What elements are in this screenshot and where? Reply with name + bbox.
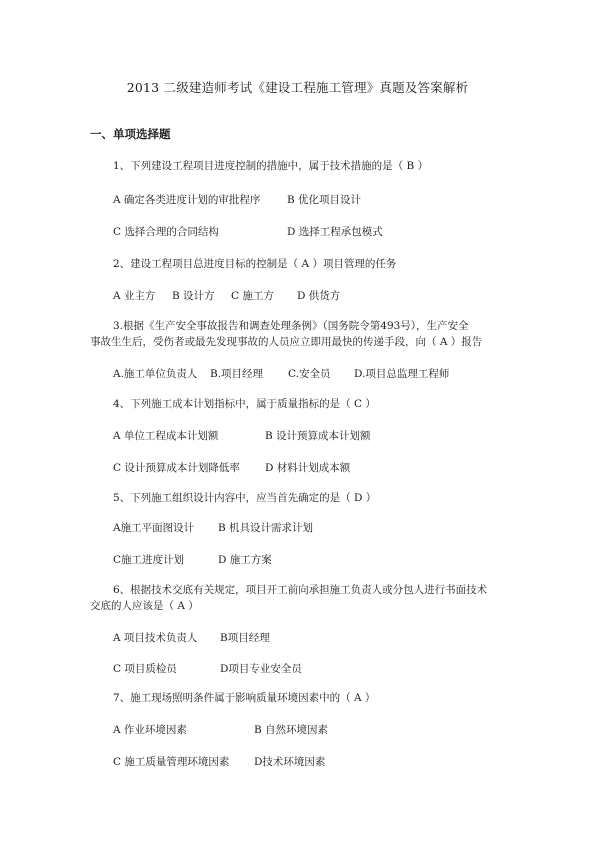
option-a: A施工平面图设计 [113,522,195,534]
option-a: A 确定各类进度计划的审批程序 [113,194,261,206]
option-d: D 材料计划成本额 [265,462,351,474]
option-c: C 施工质量管理环境因素 [113,756,230,768]
option-d: D项目专业安全员 [220,663,302,675]
option-b: B 设计方 [172,290,215,302]
option-a: A 项目技术负责人 [113,632,198,644]
question-stem-line2: 事故生生后，受伤者或最先发现事故的人员应立即用最快的传递手段，向（ A ）报告 [90,336,483,348]
option-b: B 机具设计需求计划 [218,522,314,534]
option-c: C施工进度计划 [113,554,185,566]
question-stem-line1: 3.根据《生产安全事故报告和调查处理条例》（国务院令第493号），生产安全 [113,320,469,332]
option-a: A 业主方 [113,290,156,302]
option-b: B.项目经理 [210,368,264,380]
option-c: C 设计预算成本计划降低率 [113,462,240,474]
option-c: C 选择合理的合同结构 [113,226,219,238]
option-d: D.项目总监理工程师 [354,368,450,380]
section-heading: 一、单项选择题 [90,127,171,141]
question-stem-line2: 交底的人应该是（ A ） [90,600,199,612]
option-b: B 优化项目设计 [287,194,362,206]
option-d: D 选择工程承包模式 [287,226,383,238]
option-c: C 项目质检员 [113,663,177,675]
question-stem: 5、下列施工组织设计内容中，应当首先确定的是（ D ） [113,492,377,504]
option-a: A 作业环境因素 [113,724,187,736]
option-d: D技术环境因素 [254,756,326,768]
option-d: D 施工方案 [218,554,272,566]
option-a: A 单位工程成本计划额 [113,430,219,442]
option-b: B 设计预算成本计划额 [265,430,371,442]
option-c: C 施工方 [231,290,274,302]
option-c: C.安全员 [288,368,331,380]
option-a: A.施工单位负责人 [113,368,198,380]
option-b: B项目经理 [220,632,270,644]
question-stem: 7、施工现场照明条件属于影响质量环境因素中的（ A ） [113,692,376,704]
question-stem: 2、建设工程项目总进度目标的控制是（ A ）项目管理的任务 [113,258,397,270]
question-stem: 1、下列建设工程项目进度控制的措施中，属于技术措施的是（ B ） [113,160,429,172]
option-b: B 自然环境因素 [254,724,329,736]
question-stem: 4、下列施工成本计划指标中，属于质量指标的是（ C ） [113,398,376,410]
question-stem-line1: 6、根据技术交底有关规定，项目开工前向承担施工负责人或分包人进行书面技术 [113,584,488,596]
option-d: D 供货方 [297,290,341,302]
document-title: 2013 二级建造师考试《建设工程施工管理》真题及答案解析 [126,80,469,95]
